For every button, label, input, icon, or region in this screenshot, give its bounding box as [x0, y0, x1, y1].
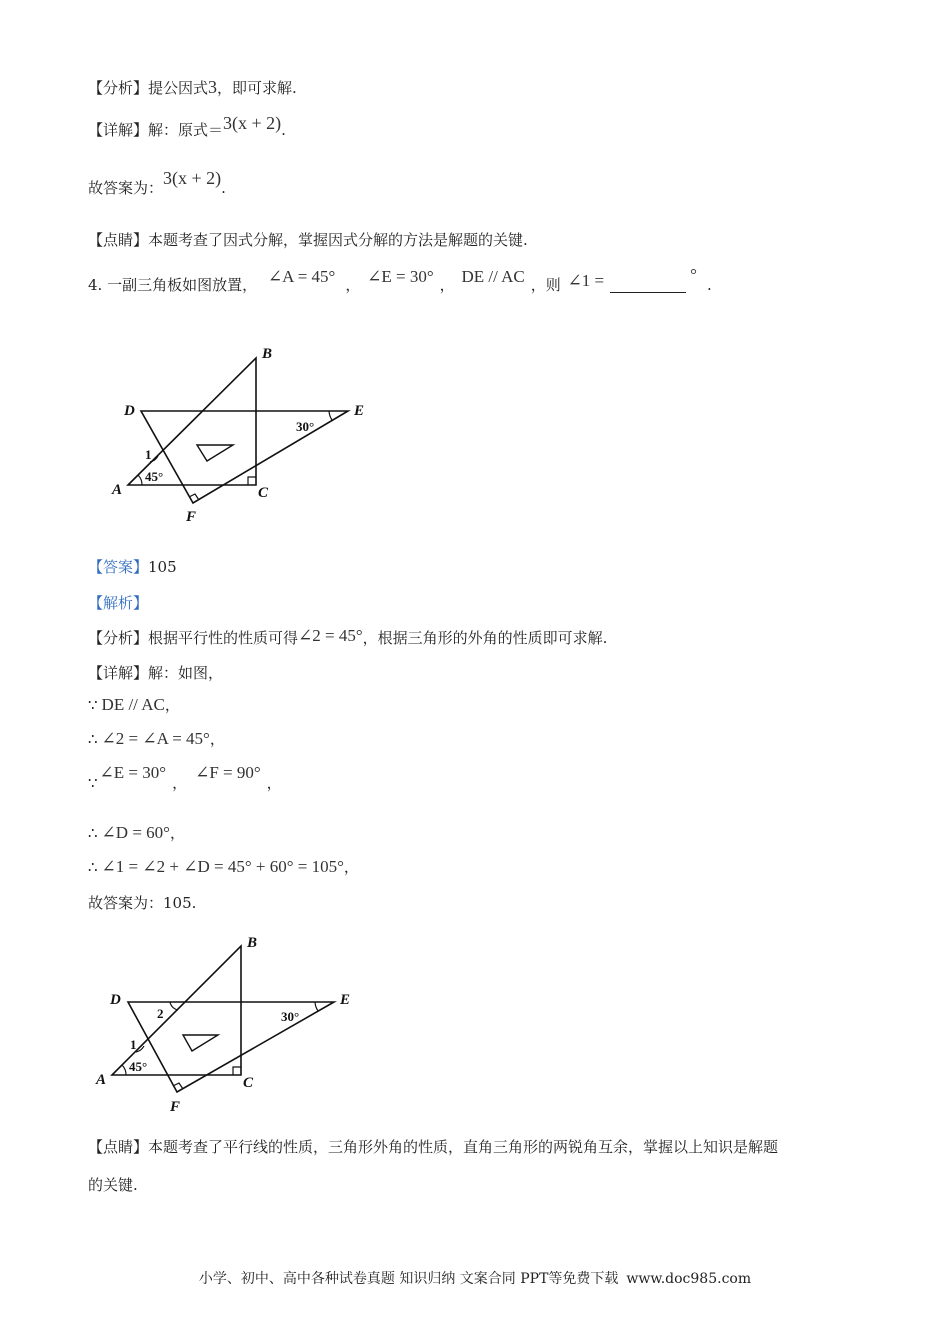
label-e: E	[354, 403, 365, 419]
step-1: ∵ DE // AC，	[88, 695, 180, 714]
footer-text: 小学、初中、高中各种试卷真题 知识归纳 文案合同 PPT等免费下载	[198, 1271, 619, 1287]
footer-site-link[interactable]: www.doc985.com	[626, 1271, 752, 1287]
analysis-label: 【分析】	[88, 79, 149, 97]
question-4: 4. 一副三角板如图放置， ∠A = 45° ， ∠E = 30° ， DE // AC ，则 ∠1 = °.	[88, 265, 712, 294]
triangle-figure-2	[90, 930, 370, 1120]
label-c: C	[243, 1075, 254, 1091]
prev-detail-line: 【详解】解：原式＝3(x + 2).	[88, 113, 286, 139]
label-f: F	[186, 509, 197, 525]
asked-angle: ∠1 =	[567, 271, 605, 290]
math-expression: ∠2 = 45°	[298, 626, 363, 645]
triangle-abc	[112, 946, 241, 1075]
label-a: A	[96, 1072, 107, 1088]
label-45: 45°	[145, 469, 164, 484]
answer-blank[interactable]	[610, 276, 686, 293]
label-30: 30°	[281, 1009, 300, 1024]
answer-value: 105	[148, 558, 177, 576]
final-answer: 故答案为：105.	[88, 894, 197, 912]
comment-label: 【点睛】	[88, 1138, 149, 1156]
label-d: D	[124, 403, 135, 419]
condition-angle-a: ∠A = 45°	[267, 267, 336, 286]
comment-line-2: 的关键.	[88, 1176, 138, 1194]
label-d: D	[110, 992, 121, 1008]
label-45: 45°	[129, 1059, 148, 1074]
detail-line: 【详解】解：如图，	[88, 664, 224, 682]
question-number: 4.	[88, 276, 103, 294]
analysis-label: 【分析】	[88, 629, 149, 647]
math-expression: 3(x + 2)	[223, 113, 282, 133]
label-e: E	[340, 992, 351, 1008]
label-30: 30°	[296, 419, 315, 434]
analysis-line: 【分析】根据平行性的性质可得∠2 = 45°，根据三角形的外角的性质即可求解.	[88, 626, 608, 647]
label-angle-1: 1	[130, 1037, 137, 1052]
prev-answer-line: 故答案为：3(x + 2).	[88, 168, 226, 197]
question-text: 一副三角板如图放置，	[107, 276, 258, 294]
step-5: ∴ ∠1 = ∠2 + ∠D = 45° + 60° = 105°，	[88, 857, 359, 876]
step-3: ∵∠E = 30°，∠F = 90°，	[88, 763, 282, 792]
solution-heading	[88, 592, 148, 614]
answer-label: 【答案】	[88, 558, 149, 576]
triangle-def	[141, 411, 348, 503]
comment-label: 【点睛】	[88, 231, 149, 249]
detail-label: 【详解】	[88, 664, 149, 682]
label-angle-2: 2	[157, 1006, 164, 1021]
condition-parallel: DE // AC	[461, 267, 525, 286]
math-expression: 3(x + 2)	[163, 168, 222, 188]
page-footer	[0, 1268, 950, 1288]
label-b: B	[262, 346, 273, 362]
solution-label: 【解析】	[88, 594, 149, 612]
detail-label: 【详解】	[88, 121, 149, 139]
label-c: C	[258, 485, 269, 501]
triangle-figure-1	[100, 340, 390, 530]
label-b: B	[247, 935, 258, 951]
comment-line-1: 【点睛】本题考查了平行线的性质，三角形外角的性质，直角三角形的两锐角互余，掌握以上知识是解题	[88, 1138, 779, 1156]
step-4: ∴ ∠D = 60°，	[88, 823, 185, 842]
condition-angle-e: ∠E = 30°	[367, 267, 434, 286]
label-a: A	[112, 482, 123, 498]
step-2: ∴ ∠2 = ∠A = 45°，	[88, 729, 225, 748]
label-angle-1: 1	[145, 447, 152, 462]
prev-comment-line: 【点睛】本题考查了因式分解，掌握因式分解的方法是解题的关键.	[88, 231, 528, 249]
answer-line	[88, 556, 177, 578]
prev-analysis-line: 【分析】提公因式3，即可求解.	[88, 77, 297, 97]
label-f: F	[170, 1099, 181, 1115]
